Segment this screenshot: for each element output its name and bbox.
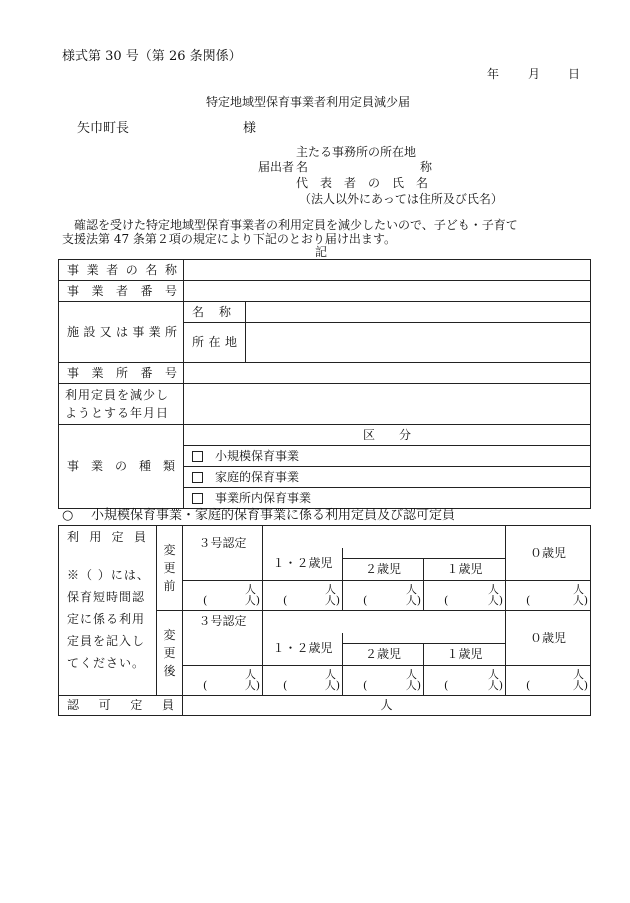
paren-open: ( <box>444 679 449 693</box>
date-day: 日 <box>568 67 581 81</box>
paren-open: ( <box>444 594 449 608</box>
business-name-char: 事 <box>67 262 80 277</box>
category-label: 事業所内保育事業 <box>215 490 312 505</box>
paren-close-unit: 人) <box>405 679 421 693</box>
category-label: 家庭的保育事業 <box>215 469 300 484</box>
facility-char: 事 <box>132 324 145 339</box>
person-unit: 人 <box>406 668 417 681</box>
non-corporate-note: （法人以外にあっては住所及び氏名） <box>299 192 503 206</box>
business-type-label <box>59 425 184 509</box>
after-nintei3-value[interactable] <box>183 666 263 696</box>
office-number-char: 番 <box>140 365 153 380</box>
business-name-char: 称 <box>164 262 177 277</box>
facility-label <box>59 302 184 363</box>
after-char: 変 <box>163 627 176 642</box>
before-char: 変 <box>163 542 176 557</box>
document-title: 特定地域型保育事業者利用定員減少届 <box>206 95 411 109</box>
office-number-char: 所 <box>115 365 128 380</box>
facility-name-field[interactable] <box>246 302 591 323</box>
category-label: 小規模保育事業 <box>215 448 300 463</box>
before-char: 更 <box>163 560 176 575</box>
before-age2-value[interactable] <box>343 581 424 611</box>
honorific: 様 <box>243 121 257 136</box>
business-name-label <box>59 260 184 281</box>
checkbox-icon[interactable] <box>192 493 203 504</box>
paren-open: ( <box>363 594 368 608</box>
before-nintei3-value[interactable] <box>183 581 263 611</box>
business-number-char: 者 <box>115 283 128 298</box>
facility-char: は <box>115 324 128 339</box>
before-char: 前 <box>163 578 176 593</box>
paren-close-unit: 人) <box>487 594 504 608</box>
approved-char: 認 <box>67 698 80 712</box>
facility-char: 所 <box>164 324 177 339</box>
business-type-char: 事 <box>67 459 80 473</box>
business-type-char: 種 <box>138 459 151 473</box>
business-info-table <box>58 259 591 509</box>
note-line: てください。 <box>67 656 146 670</box>
representative-label: 代 表 者 の 氏 名 <box>296 176 429 190</box>
facility-name-char: 名 <box>192 304 205 319</box>
before-label <box>157 526 183 611</box>
person-unit: 人 <box>245 583 256 596</box>
before-age1-value[interactable] <box>424 581 506 611</box>
paren-open: ( <box>283 594 288 608</box>
applicant-label: 届出者 <box>258 160 295 174</box>
office-number-label <box>59 363 184 384</box>
capacity-char: 員 <box>133 530 146 544</box>
addressee: 矢巾町長 <box>77 121 130 136</box>
business-name-char: 者 <box>106 262 119 277</box>
name-label-a: 名 <box>296 160 309 174</box>
after-age2-header: ２歳児 <box>343 644 424 666</box>
office-number-char: 号 <box>164 365 177 380</box>
paren-open: ( <box>203 594 208 608</box>
business-number-char: 業 <box>91 283 104 298</box>
paren-open: ( <box>363 679 368 693</box>
category-home-based[interactable] <box>184 467 591 488</box>
before-nintei3-header: ３号認定 <box>183 526 263 581</box>
approved-value-field[interactable]: 人 <box>183 696 591 716</box>
date-month: 月 <box>528 67 541 81</box>
person-unit: 人 <box>245 668 256 681</box>
before-age12-header: １・２歳児 <box>263 548 343 581</box>
approved-char: 可 <box>98 698 111 712</box>
business-name-field[interactable] <box>184 260 591 281</box>
facility-char: 施 <box>67 324 80 339</box>
after-age12-value[interactable] <box>263 666 343 696</box>
after-age2-value[interactable] <box>343 666 424 696</box>
form-number: 様式第 30 号（第 26 条関係） <box>62 49 242 64</box>
section2-mark: ○ <box>62 508 74 523</box>
capacity-char: 用 <box>89 530 102 544</box>
note-line: 保育短時間認 <box>67 590 146 604</box>
after-char: 更 <box>163 645 176 660</box>
business-type-char: 業 <box>90 459 103 473</box>
paren-close-unit: 人) <box>244 679 260 693</box>
capacity-table <box>58 525 591 716</box>
body-line-2: 支援法第 47 条第２項の規定により下記のとおり届け出ます。 <box>62 232 396 246</box>
business-name-char: 業 <box>86 262 99 277</box>
business-type-char: の <box>114 459 127 473</box>
facility-address-label <box>184 323 246 363</box>
person-unit: 人 <box>325 668 336 681</box>
after-label <box>157 611 183 696</box>
after-age12-header: １・２歳児 <box>263 633 343 666</box>
facility-address-char: 在 <box>208 335 221 349</box>
paren-close-unit: 人) <box>324 679 340 693</box>
capacity-char: 利 <box>67 530 80 544</box>
category-header: 区 分 <box>184 425 591 446</box>
facility-address-char: 地 <box>224 335 237 349</box>
note-line: ※（ ）には、 <box>67 568 150 582</box>
before-age0-value[interactable] <box>506 581 591 611</box>
note-line: 定員を記入し <box>67 634 146 648</box>
after-nintei3-header: ３号認定 <box>183 611 263 666</box>
after-age1-value[interactable] <box>424 666 506 696</box>
facility-address-field[interactable] <box>246 323 591 363</box>
facility-char: 設 <box>83 324 96 339</box>
reduce-date-field[interactable] <box>184 384 591 425</box>
office-number-char: 事 <box>67 365 80 380</box>
paren-close-unit: 人) <box>244 594 260 608</box>
person-unit: 人 <box>488 668 500 681</box>
facility-address-char: 所 <box>192 335 205 349</box>
business-number-char: 事 <box>67 283 80 298</box>
approved-char: 員 <box>161 698 174 712</box>
business-number-label <box>59 281 184 302</box>
section2-heading: 小規模保育事業・家庭的保育事業に係る利用定員及び認可定員 <box>91 508 456 523</box>
facility-char: 又 <box>99 324 112 339</box>
person-unit: 人 <box>406 583 417 596</box>
before-age2-header: ２歳児 <box>343 559 424 581</box>
category-workplace[interactable] <box>184 488 591 509</box>
approved-label <box>59 696 183 716</box>
facility-name-label <box>184 302 246 323</box>
ki-label: 記 <box>315 245 328 259</box>
business-number-field[interactable] <box>184 281 591 302</box>
business-number-char: 番 <box>140 283 153 298</box>
reduce-date-label <box>59 384 184 425</box>
business-type-char: 類 <box>162 459 175 473</box>
before-age0-header: ０歳児 <box>506 526 591 581</box>
business-name-char: の <box>125 262 138 277</box>
paren-open: ( <box>203 679 208 693</box>
before-age12-value[interactable] <box>263 581 343 611</box>
person-unit: 人 <box>325 583 336 596</box>
office-number-char: 業 <box>91 365 104 380</box>
person-unit: 人 <box>573 583 584 596</box>
body-line-1: 確認を受けた特定地域型保育事業者の利用定員を減少したいので、子ども・子育て <box>74 218 518 232</box>
checkbox-icon[interactable] <box>192 451 203 462</box>
paren-open: ( <box>526 594 531 608</box>
before-age1-header: １歳児 <box>424 559 506 581</box>
approved-char: 定 <box>130 698 143 712</box>
office-number-field[interactable] <box>184 363 591 384</box>
facility-char: 業 <box>148 324 161 339</box>
person-unit: 人 <box>488 583 500 596</box>
business-number-char: 号 <box>164 283 177 298</box>
business-name-char: 名 <box>145 262 158 277</box>
after-char: 後 <box>163 663 176 678</box>
paren-close-unit: 人) <box>572 679 588 693</box>
date-year: 年 <box>487 67 500 81</box>
name-label-b: 称 <box>420 160 433 174</box>
paren-close-unit: 人) <box>405 594 421 608</box>
checkbox-icon[interactable] <box>192 472 203 483</box>
person-unit: 人 <box>573 668 584 681</box>
reduce-date-label-line1: 利用定員を減少し <box>65 387 170 402</box>
capacity-label-cell <box>59 526 157 696</box>
paren-close-unit: 人) <box>324 594 340 608</box>
paren-close-unit: 人) <box>487 679 504 693</box>
after-age0-value[interactable] <box>506 666 591 696</box>
paren-close-unit: 人) <box>572 594 588 608</box>
after-age0-header: ０歳児 <box>506 611 591 666</box>
capacity-char: 定 <box>111 530 124 544</box>
facility-name-char: 称 <box>218 304 231 319</box>
paren-open: ( <box>283 679 288 693</box>
paren-open: ( <box>526 679 531 693</box>
office-address-label: 主たる事務所の所在地 <box>296 145 417 159</box>
reduce-date-label-line2: ようとする年月日 <box>65 405 170 420</box>
note-line: 定に係る利用 <box>67 612 146 626</box>
after-age1-header: １歳児 <box>424 644 506 666</box>
category-small-scale[interactable] <box>184 446 591 467</box>
